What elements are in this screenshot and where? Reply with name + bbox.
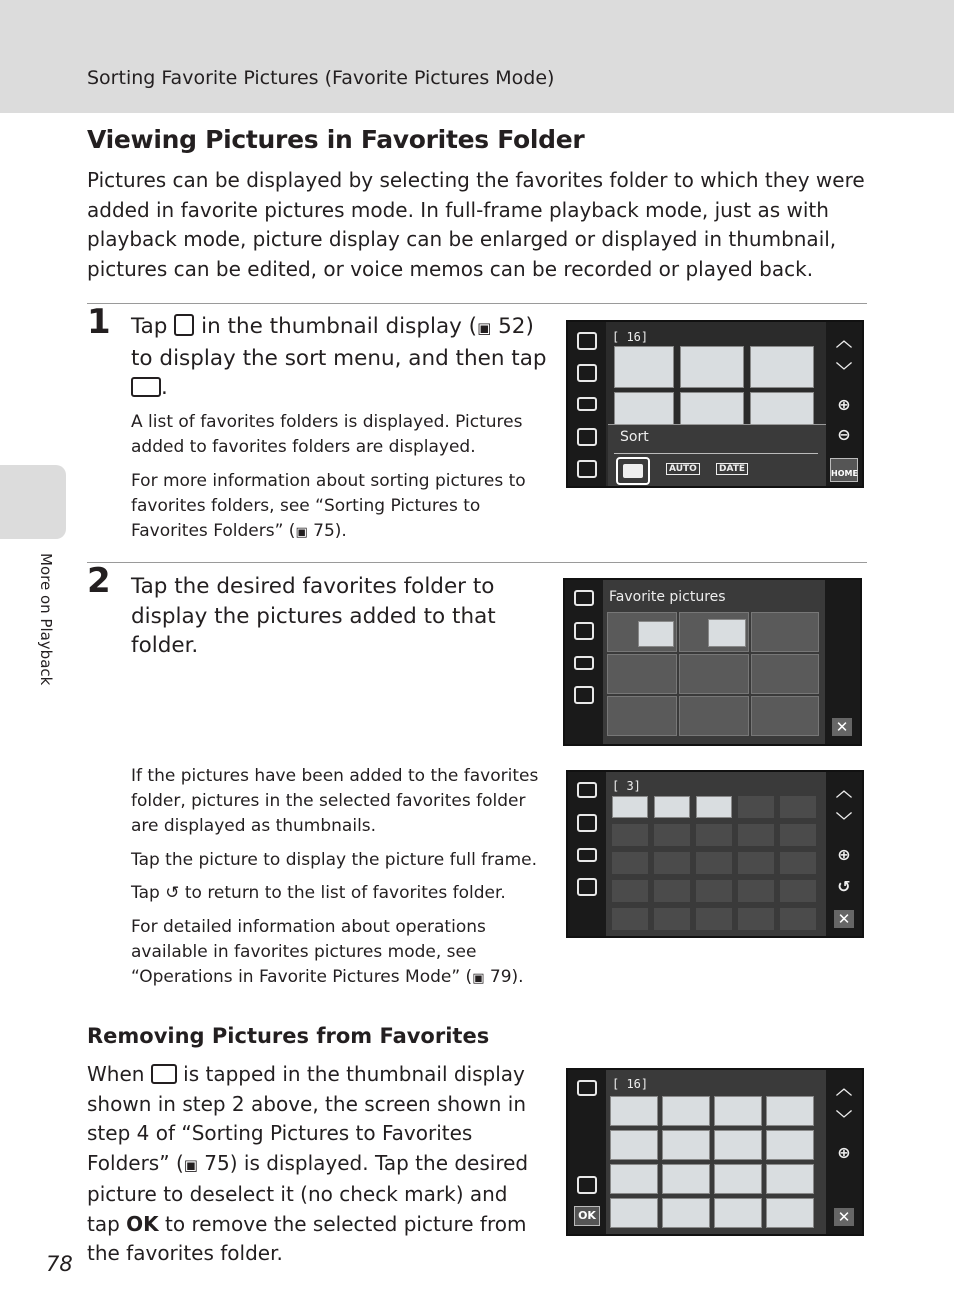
- folder-7[interactable]: [607, 696, 677, 736]
- up-icon[interactable]: ︿: [835, 331, 852, 350]
- panel-title: Favorite pictures: [609, 589, 726, 605]
- removing-title: Removing Pictures from Favorites: [87, 1024, 490, 1048]
- auto-sort-button[interactable]: AUTO: [666, 463, 700, 475]
- close-icon[interactable]: ✕: [834, 910, 854, 928]
- folder-3[interactable]: [751, 612, 819, 652]
- left-toolbar: [568, 322, 606, 486]
- hd-icon[interactable]: [577, 397, 597, 411]
- step1-para2: For more information about sorting pictures to favorites folders, see “Sorting Pictures to Favorites Folders” (▣ 75).: [131, 471, 526, 541]
- thumbnail[interactable]: [662, 1164, 710, 1194]
- folder-1[interactable]: [607, 612, 677, 652]
- right-toolbar: [826, 772, 862, 936]
- down-icon[interactable]: ﹀: [835, 361, 852, 380]
- folder-8[interactable]: [679, 696, 749, 736]
- ok-button[interactable]: OK: [574, 1206, 600, 1226]
- left-toolbar: [565, 580, 603, 744]
- thumbnail[interactable]: [610, 1164, 658, 1194]
- thumbnail[interactable]: [766, 1198, 814, 1228]
- thumbnail[interactable]: [612, 796, 648, 818]
- page-header: [0, 0, 954, 113]
- step2-para1: If the pictures have been added to the favorites folder, pictures in the selected favorites folder are displayed as thumbnails.: [131, 766, 539, 836]
- image-counter: [ 16]: [612, 330, 649, 344]
- thumbnail[interactable]: [610, 1198, 658, 1228]
- folder-4[interactable]: [607, 654, 677, 694]
- step2-para2: Tap the picture to display the picture full frame.: [131, 850, 538, 870]
- favorites-icon[interactable]: [577, 782, 597, 798]
- thumbnail[interactable]: [696, 796, 732, 818]
- screen-sort-menu: [566, 320, 864, 488]
- side-tab: [0, 465, 66, 539]
- zoom-in-icon[interactable]: ⊕: [837, 845, 851, 864]
- thumbnail[interactable]: [610, 1096, 658, 1126]
- step2-title: Tap the desired favorites folder to display the pictures added to that folder.: [131, 574, 496, 658]
- sort-menu-title: Sort: [620, 429, 649, 445]
- left-toolbar: [568, 1070, 606, 1234]
- zoom-in-icon[interactable]: ⊕: [837, 395, 851, 414]
- remove-favorite-icon[interactable]: [577, 878, 597, 896]
- favorites-sort-icon: [131, 377, 161, 397]
- print-icon[interactable]: [574, 622, 594, 640]
- section-title: Viewing Pictures in Favorites Folder: [87, 125, 585, 154]
- remove-favorite-icon[interactable]: [577, 1176, 597, 1194]
- hd-icon[interactable]: [577, 848, 597, 862]
- zoom-in-icon[interactable]: ⊕: [837, 1143, 851, 1162]
- thumbnail[interactable]: [680, 392, 744, 426]
- up-icon[interactable]: ︿: [835, 1079, 852, 1098]
- ref-icon: ▣: [183, 1155, 198, 1174]
- up-icon[interactable]: ︿: [835, 781, 852, 800]
- image-counter: [ 3]: [612, 779, 641, 793]
- sort-icon: [174, 314, 194, 336]
- thumbnail[interactable]: [766, 1096, 814, 1126]
- favorites-icon[interactable]: [574, 590, 594, 606]
- step2-number: 2: [87, 561, 111, 601]
- page-number: 78: [46, 1252, 73, 1276]
- thumbnail[interactable]: [714, 1130, 762, 1160]
- step1-number: 1: [87, 302, 111, 342]
- step2-para4: For detailed information about operations available in favorites pictures mode, see “Operations in Favorite Pictures Mode” (▣ 79).: [131, 917, 524, 987]
- divider: [87, 303, 867, 304]
- thumbnail[interactable]: [766, 1130, 814, 1160]
- return-icon[interactable]: ↺: [837, 877, 851, 896]
- section-intro: Pictures can be displayed by selecting the favorites folder to which they were added in favorite pictures mode. In full-frame playback mode, just as with playback mode, picture display can be enlarged or displayed in thumbnail, pictures can be edited, or voice memos can be recorded or played back.: [87, 168, 865, 281]
- down-icon[interactable]: ﹀: [835, 1109, 852, 1128]
- folder-6[interactable]: [751, 654, 819, 694]
- thumbnail[interactable]: [714, 1096, 762, 1126]
- ref-icon: ▣: [295, 525, 308, 540]
- zoom-out-icon[interactable]: ⊖: [837, 425, 851, 444]
- screen-folder-thumbnails: [566, 770, 864, 938]
- remove-favorite-icon: [151, 1064, 177, 1084]
- screen-remove-selection: [566, 1068, 864, 1236]
- side-label: More on Playback: [37, 553, 55, 686]
- home-button[interactable]: HOME: [830, 458, 858, 482]
- thumbnail[interactable]: [662, 1096, 710, 1126]
- trash-icon[interactable]: [577, 428, 597, 446]
- favorites-panel: [603, 580, 825, 746]
- screen-favorites-folders: [563, 578, 862, 746]
- thumbnail[interactable]: [662, 1198, 710, 1228]
- print-icon[interactable]: [577, 814, 597, 832]
- divider: [87, 562, 867, 563]
- edit-icon[interactable]: [574, 686, 594, 704]
- date-sort-button[interactable]: DATE: [716, 463, 748, 475]
- favorites-sort-button[interactable]: [616, 457, 650, 485]
- thumbnail[interactable]: [750, 392, 814, 426]
- left-toolbar: [568, 772, 606, 936]
- step1-para1: A list of favorites folders is displayed. Pictures added to favorites folders are displayed.: [131, 412, 523, 457]
- header-title: Sorting Favorite Pictures (Favorite Pictures Mode): [87, 67, 555, 89]
- camera-icon[interactable]: [577, 332, 597, 350]
- sort-menu: [608, 424, 826, 486]
- folder-5[interactable]: [679, 654, 749, 694]
- thumbnail[interactable]: [654, 796, 690, 818]
- removing-text: When is tapped in the thumbnail display shown in step 2 above, the screen shown in step 4 of “Sorting Pictures to Favorites Folders” (▣ 75) is displayed. Tap the desired picture to deselect it (no check mark) and tap OK to remove the selected picture from the favorites folder.: [87, 1062, 529, 1265]
- sort-icon[interactable]: [577, 460, 597, 478]
- step1-title: Tap in the thumbnail display (▣ 52) to display the sort menu, and then tap .: [131, 314, 547, 400]
- thumbnail[interactable]: [750, 346, 814, 388]
- thumbnail[interactable]: [614, 392, 674, 426]
- thumbnail[interactable]: [662, 1130, 710, 1160]
- folder-2[interactable]: [679, 612, 749, 652]
- thumbnail[interactable]: [714, 1164, 762, 1194]
- ref-icon: ▣: [477, 319, 492, 337]
- play-icon[interactable]: [577, 364, 597, 382]
- hd-icon[interactable]: [574, 656, 594, 670]
- thumbnail[interactable]: [680, 346, 744, 388]
- right-toolbar: [826, 322, 862, 486]
- thumbnail[interactable]: [714, 1198, 762, 1228]
- right-toolbar: [826, 1070, 862, 1234]
- ref-icon: ▣: [472, 971, 485, 986]
- step2-para3: Tap ↺ to return to the list of favorites folder.: [131, 883, 506, 903]
- image-counter: [ 16]: [612, 1077, 649, 1091]
- down-icon[interactable]: ﹀: [835, 811, 852, 830]
- close-icon[interactable]: ✕: [834, 1208, 854, 1226]
- favorites-icon[interactable]: [577, 1080, 597, 1096]
- thumbnail[interactable]: [610, 1130, 658, 1160]
- return-icon: ↺: [165, 883, 180, 903]
- folder-9[interactable]: [751, 696, 819, 736]
- thumbnail[interactable]: [614, 346, 674, 388]
- thumbnail[interactable]: [766, 1164, 814, 1194]
- ok-icon: OK: [126, 1211, 159, 1236]
- close-icon[interactable]: ✕: [832, 718, 852, 736]
